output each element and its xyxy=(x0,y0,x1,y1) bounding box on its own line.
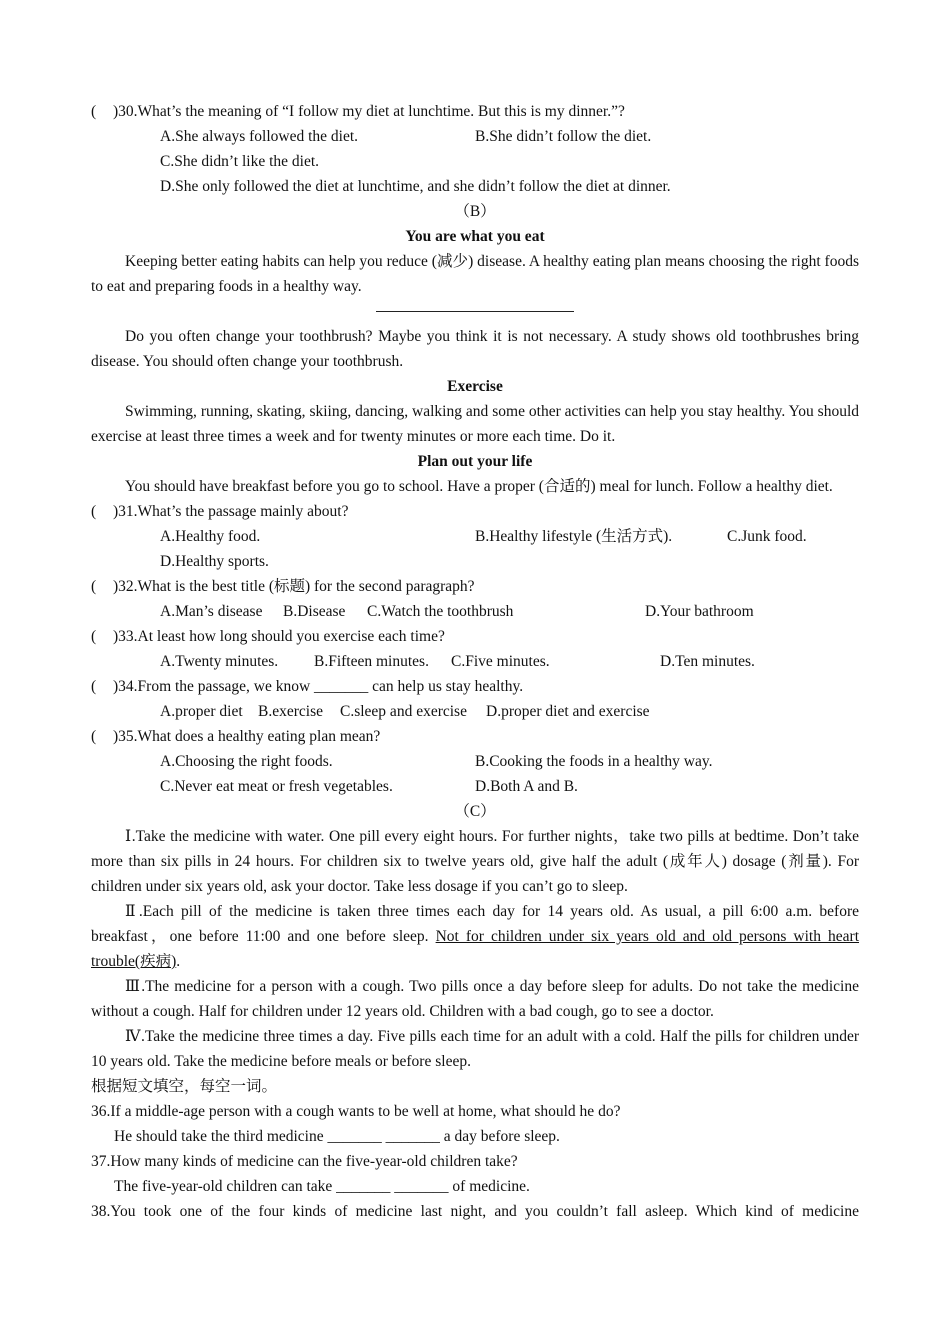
paragraph: Ⅰ.Take the medicine with water. One pill every eight hours. For further nights，take two pills at bedtime. Don’t take more than six pills in 24 hours. For children six to twelve years old, give half the adult (成年人) dosage (剂量). For children under six years old, ask your doctor. Take less dosage if you can’t go to sleep. xyxy=(91,828,859,895)
question-stem: )33.At least how long should you exercise each time? xyxy=(113,628,445,645)
option-a: A.Healthy food. xyxy=(160,528,261,545)
options-row xyxy=(91,174,859,199)
answer-line-37: The five-year-old children can take _______ _______ of medicine. xyxy=(114,1178,530,1195)
paragraph: Do you often change your toothbrush? Maybe you think it is not necessary. A study shows old toothbrushes bring disease. You should often change your toothbrush. xyxy=(91,328,859,370)
paragraph xyxy=(91,899,859,974)
question-stem: )35.What does a healthy eating plan mean? xyxy=(113,728,381,745)
passage-title: You are what you eat xyxy=(405,228,545,245)
option-c: C.Junk food. xyxy=(727,528,807,545)
paragraph: Keeping better eating habits can help you reduce (减少) disease. A healthy eating plan means choosing the right foods to eat and preparing foods in a healthy way. xyxy=(91,253,859,295)
option-b: B.Fifteen minutes. xyxy=(314,653,429,670)
option-a: A.She always followed the diet. xyxy=(160,128,359,145)
question-33 xyxy=(91,624,859,649)
paragraph: Ⅳ.Take the medicine three times a day. Five pills each time for an adult with a cold. Half the pills for children under 10 years old. Take the medicine before meals or before sleep. xyxy=(91,1028,859,1070)
answer-line-36: He should take the third medicine _______ _______ a day before sleep. xyxy=(114,1128,560,1145)
options-row xyxy=(91,524,859,549)
options-row xyxy=(91,774,859,799)
option-b: B.Cooking the foods in a healthy way. xyxy=(475,753,713,770)
answer-paren: ( xyxy=(91,728,97,745)
options-row xyxy=(91,649,859,674)
option-c: C.Watch the toothbrush xyxy=(367,603,514,620)
instruction: 根据短文填空，每空一词。 xyxy=(91,1078,278,1095)
option-d: D.Your bathroom xyxy=(645,603,754,620)
blank-heading-line xyxy=(376,311,574,312)
option-a: A.Choosing the right foods. xyxy=(160,753,333,770)
question-34 xyxy=(91,674,859,699)
option-b: B.Disease xyxy=(283,603,346,620)
option-c: C.Five minutes. xyxy=(451,653,550,670)
section-heading: Exercise xyxy=(447,378,503,395)
section-label: （C） xyxy=(454,803,496,820)
question-stem: )34.From the passage, we know _______ can help us stay healthy. xyxy=(113,678,524,695)
option-d: D.proper diet and exercise xyxy=(486,703,650,720)
answer-paren: ( xyxy=(91,503,97,520)
section-heading: Plan out your life xyxy=(417,453,533,470)
option-b: B.exercise xyxy=(258,703,323,720)
option-d: D.Both A and B. xyxy=(475,778,578,795)
options-row xyxy=(91,749,859,774)
option-c: C.She didn’t like the diet. xyxy=(160,153,320,170)
worksheet xyxy=(91,99,859,1224)
paragraph: Swimming, running, skating, skiing, dancing, walking and some other activities can help you stay healthy. You should exercise at least three times a week and for twenty minutes or more each time. Do it. xyxy=(91,403,859,445)
question-37: 37.How many kinds of medicine can the five-year-old children take? xyxy=(91,1153,518,1170)
option-a: A.proper diet xyxy=(160,703,243,720)
paragraph: Ⅲ.The medicine for a person with a cough. Two pills once a day before sleep for adults. Do not take the medicine without a cough. Half for children under 12 years old. Children with a bad cough, go to see a doctor. xyxy=(91,978,859,1020)
options-row xyxy=(91,549,859,574)
option-c: C.sleep and exercise xyxy=(340,703,467,720)
question-stem: )31.What’s the passage mainly about? xyxy=(113,503,349,520)
options-row xyxy=(91,149,859,174)
question-stem: )30.What’s the meaning of “I follow my diet at lunchtime. But this is my dinner.”? xyxy=(113,103,625,120)
answer-paren: ( xyxy=(91,678,97,695)
option-d: D.Ten minutes. xyxy=(660,653,755,670)
section-label: （B） xyxy=(454,203,496,220)
question-30 xyxy=(91,99,859,124)
options-row xyxy=(91,699,859,724)
underlined-sentence: Not for children under six years old and old persons with heart trouble(疾病) xyxy=(91,928,859,970)
answer-paren: ( xyxy=(91,103,97,120)
answer-paren: ( xyxy=(91,628,97,645)
options-row xyxy=(91,599,859,624)
question-38: 38.You took one of the four kinds of medicine last night, and you couldn’t fall asleep. Which kind of medicine xyxy=(91,1203,859,1220)
question-32 xyxy=(91,574,859,599)
paragraph-text: . xyxy=(176,953,181,970)
option-a: A.Twenty minutes. xyxy=(160,653,279,670)
answer-paren: ( xyxy=(91,578,97,595)
question-36: 36.If a middle-age person with a cough wants to be well at home, what should he do? xyxy=(91,1103,621,1120)
question-35 xyxy=(91,724,859,749)
option-d: D.She only followed the diet at lunchtime, and she didn’t follow the diet at dinner. xyxy=(160,178,671,195)
option-a: A.Man’s disease xyxy=(160,603,263,620)
paragraph-text: Ⅱ.Each pill of the medicine is taken three times each day for 14 years old. As usual, a pill 6:00 a.m. before breakfast，one before 11:00 and one before sleep. xyxy=(91,903,859,945)
question-31 xyxy=(91,499,859,524)
option-d: D.Healthy sports. xyxy=(160,553,269,570)
question-stem: )32.What is the best title (标题) for the second paragraph? xyxy=(113,578,475,595)
option-c: C.Never eat meat or fresh vegetables. xyxy=(160,778,393,795)
paragraph: You should have breakfast before you go to school. Have a proper (合适的) meal for lunch. Follow a healthy diet. xyxy=(125,478,833,495)
option-b: B.Healthy lifestyle (生活方式). xyxy=(475,528,673,545)
option-b: B.She didn’t follow the diet. xyxy=(475,128,652,145)
options-row xyxy=(91,124,859,149)
